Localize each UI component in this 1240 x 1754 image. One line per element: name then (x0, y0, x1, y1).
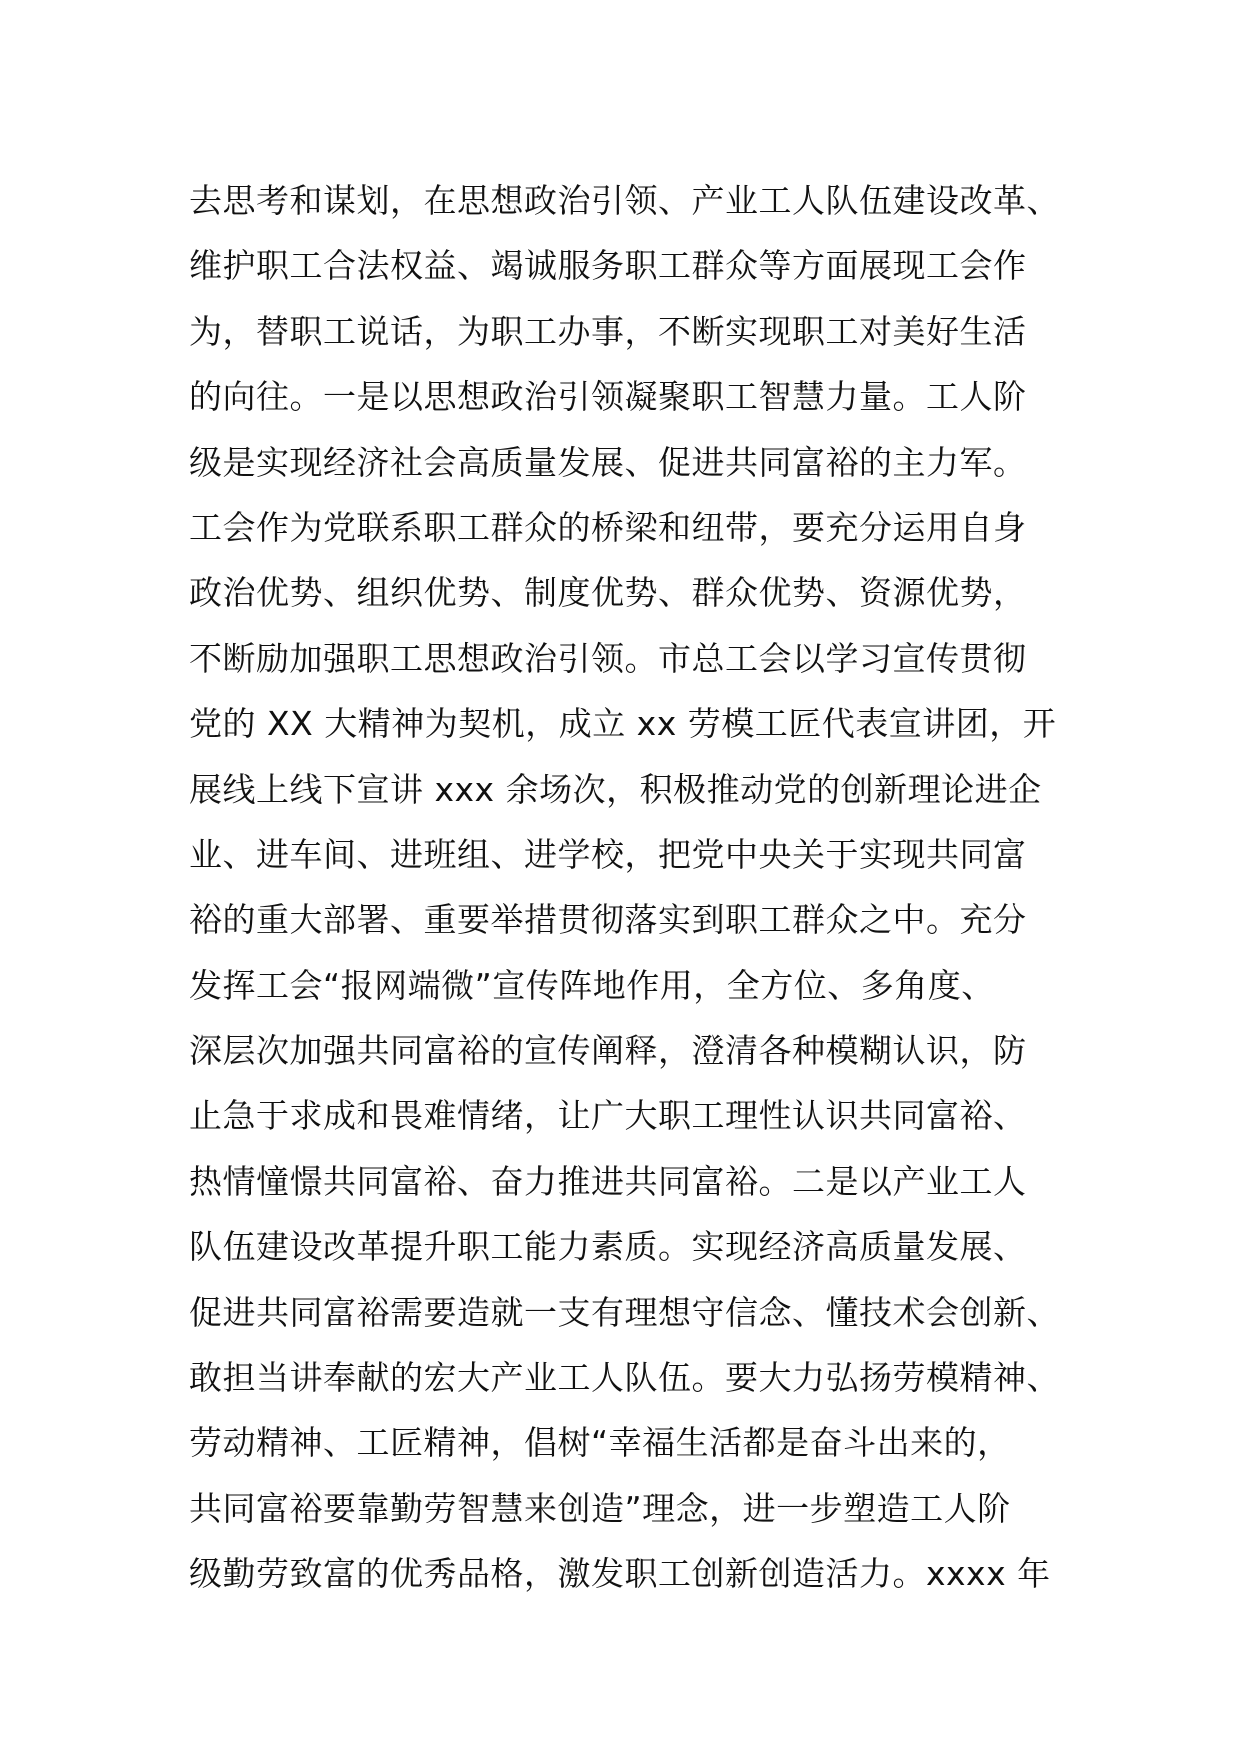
text-line: 热情憧憬共同富裕、奋力推进共同富裕。二是以产业工人 (189, 1161, 1027, 1201)
text-line: 政治优势、组织优势、制度优势、群众优势、资源优势， (189, 573, 1027, 613)
body-paragraph (189, 168, 1069, 1607)
text-line: 共同富裕要靠勤劳智慧来创造”理念，进一步塑造工人阶 (189, 1488, 1011, 1528)
text-line: 为，替职工说话，为职工办事，不断实现职工对美好生活 (189, 311, 1027, 351)
text-line: 去思考和谋划，在思想政治引领、产业工人队伍建设改革、 (189, 181, 1060, 220)
text-line: 发挥工会“报网端微”宣传阵地作用，全方位、多角度、 (189, 965, 995, 1005)
text-line: 维护职工合法权益、竭诚服务职工群众等方面展现工会作 (189, 246, 1027, 286)
text-line: 业、进车间、进班组、进学校，把党中央关于实现共同富 (189, 834, 1027, 874)
text-line: 不断励加强职工思想政治引领。市总工会以学习宣传贯彻 (189, 638, 1027, 678)
text-line: 级是实现经济社会高质量发展、促进共同富裕的主力军。 (189, 442, 1027, 482)
text-line: 的向往。一是以思想政治引领凝聚职工智慧力量。工人阶 (189, 377, 1027, 417)
text-line: 级勤劳致富的优秀品格，激发职工创新创造活力。xxxx 年 (189, 1554, 1051, 1594)
text-line: 裕的重大部署、重要举措贯彻落实到职工群众之中。充分 (189, 900, 1027, 940)
text-line: 深层次加强共同富裕的宣传阐释，澄清各种模糊认识，防 (189, 1031, 1027, 1071)
text-line: 工会作为党联系职工群众的桥梁和纽带，要充分运用自身 (189, 507, 1027, 547)
text-line: 队伍建设改革提升职工能力素质。实现经济高质量发展、 (189, 1227, 1027, 1267)
text-line: 促进共同富裕需要造就一支有理想守信念、懂技术会创新、 (189, 1292, 1060, 1332)
text-line: 党的 XX 大精神为契机，成立 xx 劳模工匠代表宣讲团，开 (189, 704, 1057, 744)
text-line: 敢担当讲奉献的宏大产业工人队伍。要大力弘扬劳模精神、 (189, 1358, 1060, 1398)
text-line: 止急于求成和畏难情绪，让广大职工理性认识共同富裕、 (189, 1096, 1027, 1136)
text-line: 展线上线下宣讲 xxx 余场次，积极推动党的创新理论进企 (189, 769, 1042, 809)
text-line: 劳动精神、工匠精神，倡树“幸福生活都是奋斗出来的， (189, 1423, 1011, 1463)
